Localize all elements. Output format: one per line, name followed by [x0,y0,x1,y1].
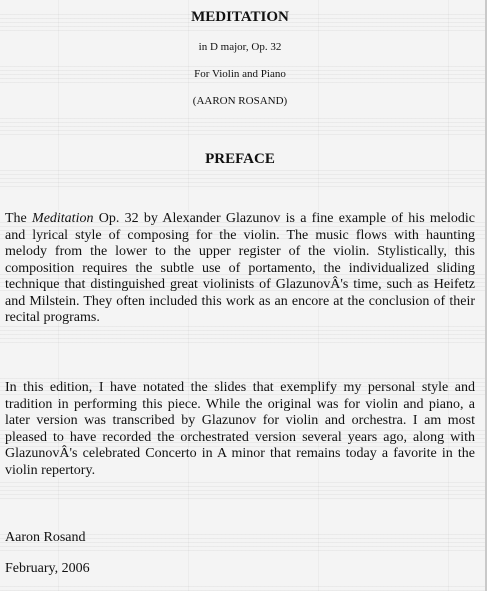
paragraph-1-prefix: The [5,211,33,226]
preface-heading: PREFACE [205,151,275,167]
signature-date: February, 2006 [5,561,90,576]
document-title: MEDITATION [191,9,289,25]
preface-paragraph-2: In this edition, I have notated the slides that exemplify my personal style and tradition in performing this piece. While the original was for violin and piano, a later version was transcribed by Glazunov for violin and orchestra. I am most pleased to have recorded the orchestrated version several years ago, along with GlazunovÂ's celebrated Concerto in A minor that remains today a favorite in the violin repertory. [5,380,475,478]
preface-paragraph-1 [5,211,475,327]
key-and-opus: in D major, Op. 32 [198,41,282,53]
work-title-emphasis: Meditation [32,211,94,226]
editor-name: (AARON ROSAND) [192,95,288,107]
instrumentation: For Violin and Piano [194,68,286,80]
signature-name: Aaron Rosand [5,530,86,545]
paragraph-1-body: Op. 32 by Alexander Glazunov is a fine example of his melodic and lyrical style of composing for the violin. The music flows with haunting melody from the lower to the upper register of the violin. Stylistically, this composition requires the subtle use of portamento, the individualized sliding technique that distinguished great violinists of GlazunovÂ's time, such as Heifetz and Milstein. They often included this work as an encore at the conclusion of their recital programs. [5,211,476,325]
